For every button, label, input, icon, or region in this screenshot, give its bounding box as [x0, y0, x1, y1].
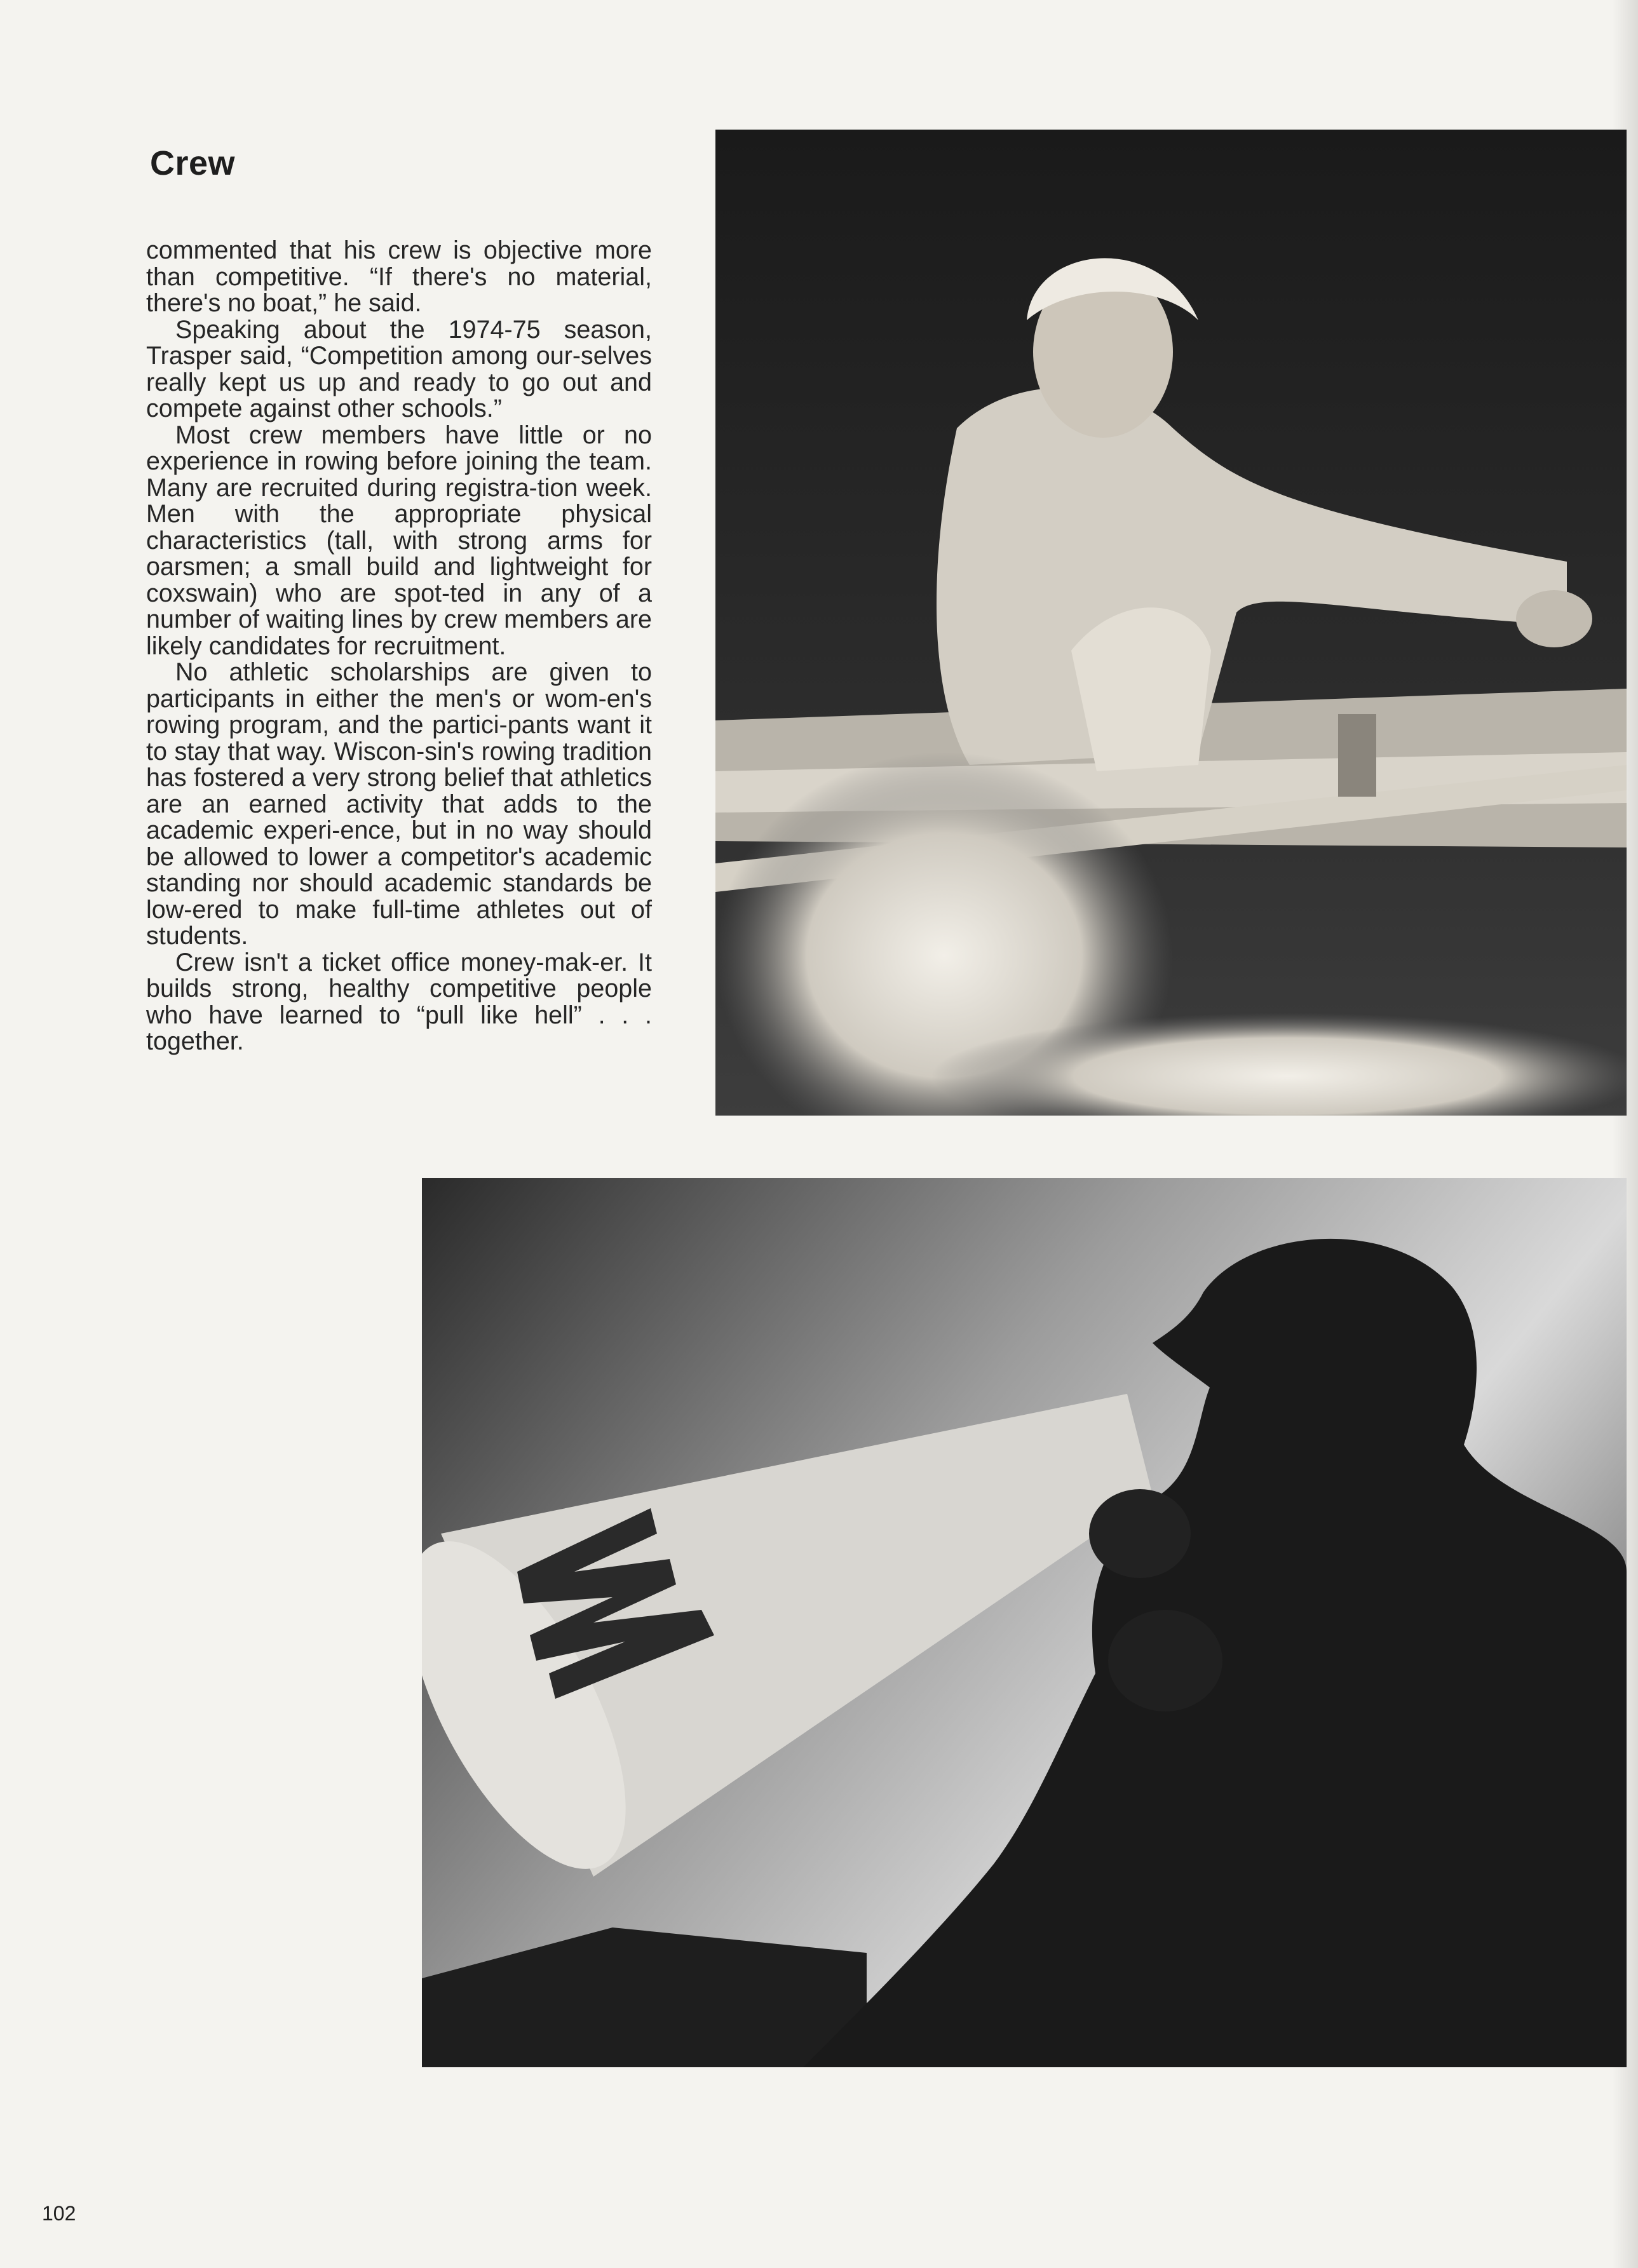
coxswain-megaphone-photo [422, 1178, 1627, 2067]
page-number: 102 [42, 2202, 76, 2225]
section-heading: Crew [150, 144, 236, 182]
paragraph-2: Speaking about the 1974-75 season, Trasper said, “Competition among our-selves really kept us up and ready to go out and compete against other schools.” [146, 315, 652, 422]
rower-photo-image [715, 130, 1627, 1116]
article-text [146, 238, 652, 1055]
paragraph-3: Most crew members have little or no experience in rowing before joining the team. Many are recruited during registra-tion week. Men with the appropriate physical characteristics (tall, with strong arms for oarsmen; a small build and lightweight for coxswain) who are spot-ted in any of a number of waiting lines by crew members are likely candidates for recruitment. [146, 421, 652, 660]
coxswain-megaphone-image [422, 1178, 1627, 2067]
paragraph-1: commented that his crew is objective more than competitive. “If there's no material, there's no boat,” he said. [146, 236, 652, 317]
rower-photo [715, 130, 1627, 1116]
paragraph-5: Crew isn't a ticket office money-mak-er. It builds strong, healthy competitive people who have learned to “pull like hell” . . . together. [146, 948, 652, 1055]
paragraph-4: No athletic scholarships are given to participants in either the men's or wom-en's rowing program, and the partici-pants want it to stay that way. Wiscon-sin's rowing tradition has fostered a very strong belief that athletics are an earned activity that adds to the academic experi-ence, but in no way should be allowed to lower a competitor's academic standing nor should academic standards be low-ered to make full-time athletes out of students. [146, 658, 652, 950]
